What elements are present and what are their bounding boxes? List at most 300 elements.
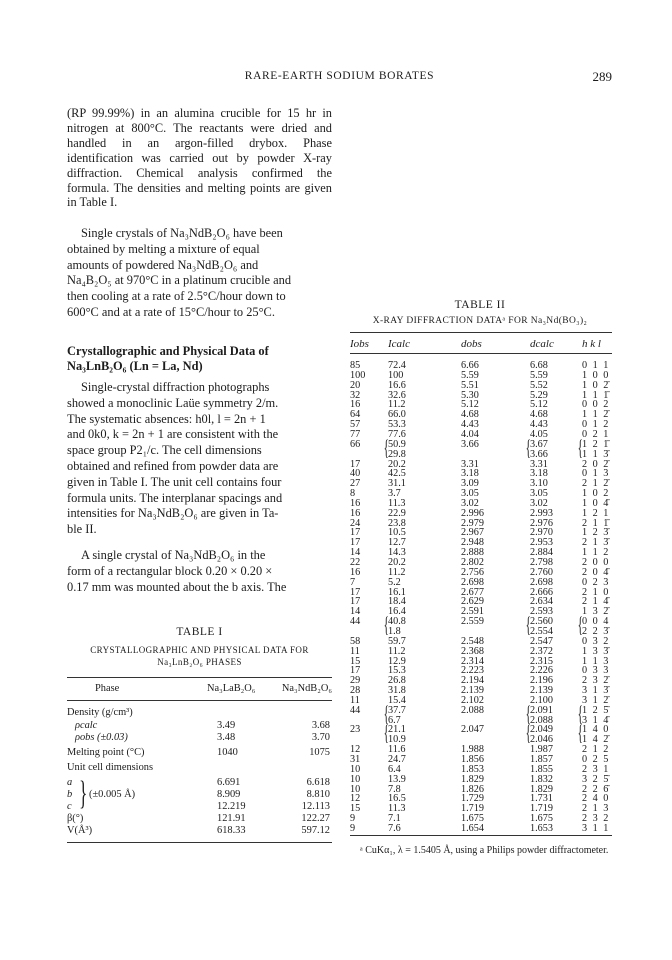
- running-head: RARE-EARTH SODIUM BORATES: [244, 70, 435, 82]
- table1-row: [67, 813, 332, 825]
- table2-cell: 2.560: [530, 616, 553, 628]
- table2-cell: 57: [350, 419, 361, 431]
- table2-cell: 5.2: [388, 576, 401, 588]
- table2-cell: 5.59: [530, 369, 548, 381]
- table2-cell: 3.05: [530, 488, 548, 500]
- table2-cell: 2.548: [461, 635, 484, 647]
- table2-cell: 0 0 2: [582, 399, 610, 411]
- table1-row: [67, 747, 332, 759]
- table2-cell: 5.52: [530, 379, 548, 391]
- table2-cell: 2.953: [530, 537, 553, 549]
- table2-cell: 2.970: [530, 527, 553, 539]
- paragraph-crystallographic-line: Single-crystal diffraction photographs: [81, 380, 270, 394]
- table2-cell: 2 2 6̄: [582, 783, 610, 795]
- table2-cell: 5.12: [530, 399, 548, 411]
- table2-cell: 2 2 3̄: [582, 625, 610, 637]
- table2-cell: 4.68: [530, 409, 548, 421]
- table2-cell: 2.888: [461, 547, 484, 559]
- table2-cell: 14: [350, 547, 361, 559]
- table2-cell: 1.675: [461, 813, 484, 825]
- table2-cell: 2 0 4̄: [582, 566, 610, 578]
- table1-row: [67, 801, 332, 813]
- table2-cell: 1.675: [530, 813, 553, 825]
- table2-cell: 0 2 5: [582, 754, 610, 765]
- table2-icalc-brace: {: [383, 434, 389, 460]
- paragraph-crystal-mount-line: A single crystal of Na₃NdB₂O₆ in the: [81, 548, 266, 562]
- table2-cell: 1 1 3: [582, 655, 610, 667]
- table2-cell: 5.30: [461, 389, 479, 401]
- table1-row: [67, 762, 332, 774]
- table2-cell: 17: [350, 586, 361, 598]
- table1-row-label: ρobs (±0.03): [75, 732, 128, 743]
- paragraph-crystallographic-line: The systematic absences: h0l, l = 2n + 1: [67, 411, 266, 426]
- table2-cell: 2 1 4̄: [582, 596, 610, 608]
- table2-cell: 3 1 3̄: [582, 685, 610, 697]
- table2-cell: 6.68: [530, 360, 548, 371]
- table2-cell: 3.02: [461, 497, 479, 509]
- table2-cell: 3.02: [530, 497, 548, 509]
- table2-cell: 1.857: [530, 754, 553, 765]
- table2-cell: 11.2: [388, 645, 406, 657]
- table2-cell: 17: [350, 458, 361, 470]
- table1-cell-la: 12.219: [217, 801, 246, 812]
- paragraph-single-crystals-line: amounts of powdered Na₃NdB₂O₆ and: [67, 257, 259, 272]
- table2-dcalc-brace: {: [525, 720, 531, 746]
- table1-caption-line1: CRYSTALLOGRAPHIC AND PHYSICAL DATA FOR: [90, 645, 309, 655]
- paragraph-single-crystals-line: then cooling at a rate of 2.5°C/hour down to: [67, 289, 286, 304]
- table2-cell: 16.4: [388, 606, 406, 618]
- table2-cell: 1.855: [530, 763, 553, 775]
- left-column: [67, 106, 332, 210]
- table2-cell: 3.66: [530, 448, 548, 460]
- table2-cell: 2.372: [530, 645, 553, 657]
- table1-row-label: V(Å³): [67, 825, 93, 836]
- paragraph-crystallographic-line: formula units. The interplanar spacings and: [67, 490, 283, 505]
- table2-cell: 2.698: [530, 576, 553, 588]
- table2-cell: 21.1: [388, 724, 406, 736]
- table2-cell: 1.719: [530, 803, 553, 815]
- table2-cell: 1 0 0: [582, 369, 610, 381]
- table2-cell: 64: [350, 409, 361, 421]
- table2-cell: 23: [350, 724, 361, 736]
- table1-cell-nd: 1075: [309, 747, 330, 758]
- table2-cell: 5.59: [461, 369, 479, 381]
- table2-cell: 2.559: [461, 616, 484, 628]
- table2-cell: 66: [350, 438, 361, 450]
- table1-row-label: Melting point (°C): [67, 747, 145, 758]
- table2-cell: 0 2 1: [582, 428, 610, 440]
- table2-cell: 1 1 2̄: [582, 409, 610, 421]
- table1-cell-nd: 3.70: [311, 732, 330, 743]
- table1-caption-line2: Na₃LnB₂O₆ PHASES: [157, 657, 242, 667]
- table2-cell: 85: [350, 360, 361, 371]
- table2-cell: 10.9: [388, 734, 406, 746]
- table2-cell: 2 3 2̄: [582, 675, 610, 687]
- table2-hkl-brace: {: [577, 700, 583, 726]
- table2-cell: 2.088: [530, 714, 553, 726]
- table2-cell: 2.554: [530, 625, 553, 637]
- table2-cell: 11.3: [388, 803, 406, 815]
- table2-cell: 12.9: [388, 655, 406, 667]
- table2-cell: 15: [350, 803, 361, 815]
- table2-cell: 11.3: [388, 497, 406, 509]
- table2-cell: 11: [350, 694, 360, 706]
- table2-cell: 20: [350, 379, 361, 391]
- table2-cell: 2.591: [461, 606, 484, 618]
- table2-cell: 77.6: [388, 428, 406, 440]
- table2-cell: 13.9: [388, 773, 406, 785]
- table2-cell: 1.654: [461, 822, 484, 834]
- table2-cell: 3 1 1: [582, 822, 610, 834]
- table2-cell: 16: [350, 566, 361, 578]
- section-title-line: Na₃LnB₂O₆ (Ln = La, Nd): [67, 359, 203, 373]
- table1-cell-nd: 122.27: [301, 813, 330, 824]
- table2-cell: 14: [350, 606, 361, 618]
- table2-cell: 7.6: [388, 822, 401, 834]
- table2-dcalc-brace: {: [525, 612, 531, 638]
- table2-cell: 2 4 0: [582, 793, 610, 805]
- table2-cell: 11.6: [388, 744, 406, 756]
- table1-cell-nd: 6.618: [306, 777, 330, 788]
- table2-cell: 0 3 3: [582, 665, 610, 677]
- table1-cell-la: 3.48: [217, 732, 236, 743]
- table2-cell: 12: [350, 793, 361, 805]
- table2-cell: 59.7: [388, 635, 406, 647]
- table2-cell: 1.829: [530, 783, 553, 795]
- table2-cell: 23.8: [388, 517, 406, 529]
- table2-cell: 17: [350, 527, 361, 539]
- table2-icalc-brace: {: [383, 720, 389, 746]
- page-header: [67, 70, 612, 88]
- table2-cell: 7.1: [388, 813, 401, 825]
- table2-cell: 1 0 2: [582, 488, 610, 500]
- table2-cell: 40: [350, 468, 361, 480]
- table2-header-dcalc: dcalc: [530, 338, 554, 350]
- table1-cell-la: 3.49: [217, 720, 236, 731]
- table2-cell: 1 2 3̄: [582, 527, 610, 539]
- table2-cell: 1.731: [530, 793, 553, 805]
- table2-cell: 0 2 3: [582, 576, 610, 588]
- table2-cell: 2.666: [530, 586, 553, 598]
- table2-cell: 1.832: [530, 773, 553, 785]
- table2-cell: 2 1 2̄: [582, 478, 610, 490]
- table1-header-la: Na₃LaB₂O₆: [207, 683, 256, 694]
- table2-cell: 2.677: [461, 586, 484, 598]
- paragraph-single-crystals-line: obtained by melting a mixture of equal: [67, 241, 260, 256]
- section-title-line: Crystallographic and Physical Data of: [67, 344, 269, 358]
- table2-cell: 1.653: [530, 822, 553, 834]
- table2-cell: 2.634: [530, 596, 553, 608]
- table1-cell-la: 8.909: [217, 789, 241, 800]
- table2-cell: 17: [350, 665, 361, 677]
- table2-cell: 2 1 0: [582, 586, 610, 598]
- table2-cell: 0 1 2: [582, 419, 610, 431]
- table2-cell: 16.5: [388, 793, 406, 805]
- paragraph-single-crystals-line: Na₄B₂O₅ at 970°C in a platinum crucible and: [67, 273, 292, 288]
- table2-header-rule: [350, 353, 612, 354]
- table2-cell: 2.091: [530, 704, 553, 716]
- table2-cell: 1 4 2̄: [582, 734, 610, 746]
- table2-cell: 44: [350, 616, 361, 628]
- table1-cell-nd: 3.68: [311, 720, 330, 731]
- table2-cell: 2.967: [461, 527, 484, 539]
- table2-cell: 3.10: [530, 478, 548, 490]
- table2-cell: 9: [350, 822, 356, 834]
- table2-cell: 3 2 5̄: [582, 773, 610, 785]
- table1-top-rule: [67, 677, 332, 678]
- table2-cell: 11: [350, 645, 360, 657]
- table1-caption: [67, 626, 332, 668]
- paragraph-crystallographic-line: intensities for Na₃NdB₂O₆ are given in Ta-: [67, 506, 279, 521]
- table2-cell: 2.798: [530, 557, 553, 568]
- table2-cell: 20.2: [388, 557, 406, 568]
- table1-cell-nd: 12.113: [301, 801, 330, 812]
- table2-cell: 5.29: [530, 389, 548, 401]
- table2-cell: 9: [350, 813, 356, 825]
- table2-cell: 53.3: [388, 419, 406, 431]
- table2-cell: 22: [350, 557, 361, 568]
- table1-title: TABLE I: [176, 626, 223, 638]
- table1-header-rule: [67, 700, 332, 701]
- table2-cell: 1.729: [461, 793, 484, 805]
- table2-cell: 32: [350, 389, 361, 401]
- table2-cell: 2 3 1: [582, 763, 610, 775]
- table2-cell: 2.223: [461, 665, 484, 677]
- table2-cell: 2.979: [461, 517, 484, 529]
- table2-cell: 29.8: [388, 448, 406, 460]
- table2-cell: 0 1 1: [582, 360, 610, 371]
- table2-bottom-rule: [350, 835, 612, 836]
- paragraph-crystal-mount: [67, 548, 332, 595]
- table2-cell: 2.049: [530, 724, 553, 736]
- table1-row-label: ρcalc: [75, 720, 98, 731]
- table2-cell: 4.43: [530, 419, 548, 431]
- table2-cell: 17: [350, 537, 361, 549]
- table2-cell: 16.6: [388, 379, 406, 391]
- table2-hkl-brace: {: [577, 612, 583, 638]
- table2-cell: 3.7: [388, 488, 401, 500]
- table2-cell: 3.18: [461, 468, 479, 480]
- table2-cell: 42.5: [388, 468, 406, 480]
- table2-cell: 11.2: [388, 566, 406, 578]
- table2-cell: 1.826: [461, 783, 484, 795]
- table2-title: TABLE II: [454, 299, 506, 311]
- table2-cell: 27: [350, 478, 361, 490]
- table2-cell: 10: [350, 773, 361, 785]
- table1-row-label: a: [67, 777, 73, 788]
- table2-cell: 2.948: [461, 537, 484, 549]
- table1-row-label: c: [67, 801, 72, 812]
- table2-cell: 32.6: [388, 389, 406, 401]
- table2-cell: 1 2 5̄: [582, 704, 610, 716]
- table2-cell: 1 2 1: [582, 507, 610, 519]
- table2-cell: 22.9: [388, 507, 406, 519]
- table2-cell: 2 3 2: [582, 813, 610, 825]
- table2-cell: 4.05: [530, 428, 548, 440]
- table2-cell: 1.719: [461, 803, 484, 815]
- table2-cell: 1 3 3̄: [582, 645, 610, 657]
- table2-cell: 2 0 2̄: [582, 458, 610, 470]
- table2-cell: 12.7: [388, 537, 406, 549]
- table2-cell: 2.314: [461, 655, 484, 667]
- table2-header-hkl: h k l: [582, 338, 601, 350]
- table2-cell: 3 1 2̄: [582, 694, 610, 706]
- table2-cell: 3.31: [530, 458, 548, 470]
- table2-cell: 72.4: [388, 360, 406, 371]
- paragraph-crystallographic-line: showed a monoclinic Laüe symmetry 2/m.: [67, 395, 279, 410]
- table2-cell: 1.8: [388, 625, 401, 637]
- table2-cell: 40.8: [388, 616, 406, 628]
- paragraph-crystallographic-line: and 0k0, k = 2n + 1 are consistent with the: [67, 427, 279, 442]
- table2-cell: 0 1 3: [582, 468, 610, 480]
- page-number: 289: [592, 69, 612, 84]
- table2-cell: 28: [350, 685, 361, 697]
- table2-cell: 58: [350, 635, 361, 647]
- table1-row: [67, 720, 332, 732]
- table2-row: [350, 823, 612, 834]
- table2-cell: 3.09: [461, 478, 479, 490]
- table2-dcalc-brace: {: [525, 700, 531, 726]
- table2-cell: 1 1 1̄: [582, 389, 610, 401]
- table2-cell: 18.4: [388, 596, 406, 608]
- table2-cell: 16: [350, 497, 361, 509]
- table2-top-rule: [350, 332, 612, 333]
- table2-cell: 2.100: [530, 694, 553, 706]
- table2-cell: 1 1 2: [582, 547, 610, 559]
- table2-cell: 14.3: [388, 547, 406, 559]
- table1-cell-la: 121.91: [217, 813, 246, 824]
- table2-cell: 31.8: [388, 685, 406, 697]
- table2-cell: 31: [350, 754, 361, 765]
- table2-caption: X-RAY DIFFRACTION DATAᵃ FOR Na₃Nd(BO₃)₂: [372, 316, 588, 326]
- table2-cell: 12: [350, 744, 361, 756]
- table2-cell: 2 0 0: [582, 557, 610, 568]
- table2-icalc-brace: {: [383, 700, 389, 726]
- table2-header-dobs: dobs: [461, 338, 482, 350]
- table2-cell: 5.51: [461, 379, 479, 391]
- table2-cell: 2.996: [461, 507, 484, 519]
- table2-cell: 2.046: [530, 734, 553, 746]
- table1-cell-la: 618.33: [217, 825, 246, 836]
- table2-cell: 15: [350, 655, 361, 667]
- table2-cell: 3.18: [530, 468, 548, 480]
- table1-header-phase: Phase: [95, 683, 120, 694]
- section-title: [67, 344, 332, 374]
- table2-cell: 1 3 2̄: [582, 606, 610, 618]
- table2-cell: 0 3 2: [582, 635, 610, 647]
- table2-cell: 5.12: [461, 399, 479, 411]
- table2-cell: 2.226: [530, 665, 553, 677]
- table2-cell: 1 2 1̄: [582, 438, 610, 450]
- table2-cell: 1 1 3̄: [582, 448, 610, 460]
- table2-cell: 3.67: [530, 438, 548, 450]
- table2-cell: 2.102: [461, 694, 484, 706]
- table2-cell: 100: [388, 369, 404, 381]
- paragraph-intro: (RP 99.99%) in an alumina crucible for 15 hr in nitrogen at 800°C. The reactants were dried and handled in an argon-filled drybox. Phase identification was carried out by powder X-ray diffraction. Chemical analysis confirmed the formula. The densities and melting points are given in Table I.: [67, 106, 332, 210]
- paragraph-crystallographic-line: obtained and refined from powder data are: [67, 458, 279, 473]
- table2-cell: 8: [350, 488, 356, 500]
- table2-cell: 2.884: [530, 547, 553, 559]
- table1-row-label: b: [67, 789, 73, 800]
- table1-abc-brace: }: [79, 775, 88, 812]
- table2-cell: 15.3: [388, 665, 406, 677]
- table2-cell: 2.756: [461, 566, 484, 578]
- table2-cell: 1.853: [461, 763, 484, 775]
- table1-row: [67, 732, 332, 744]
- table2-cell: 2.047: [461, 724, 484, 736]
- table2-cell: 44: [350, 704, 361, 716]
- table2-cell: 16: [350, 507, 361, 519]
- table2-cell: 2.139: [461, 685, 484, 697]
- table2-cell: 31.1: [388, 478, 406, 490]
- table2-header-icalc: Icalc: [388, 338, 410, 350]
- table2-cell: 15.4: [388, 694, 406, 706]
- table2-cell: 2.629: [461, 596, 484, 608]
- paragraph-single-crystals-line: 600°C and at a rate of 15°C/hour to 25°C.: [67, 304, 275, 319]
- table2-cell: 7: [350, 576, 356, 588]
- table2-cell: 0 0 4: [582, 616, 610, 628]
- table2-cell: 2.368: [461, 645, 484, 657]
- table2-cell: 6.4: [388, 763, 401, 775]
- table2-cell: 11.2: [388, 399, 406, 411]
- table1-cell-la: 6.691: [217, 777, 241, 788]
- table2-cell: 10: [350, 763, 361, 775]
- table2-cell: 1.856: [461, 754, 484, 765]
- table2-cell: 2.139: [530, 685, 553, 697]
- table2-cell: 2 1 3: [582, 803, 610, 815]
- table1-row-label: Unit cell dimensions: [67, 762, 154, 773]
- table2-cell: 2.196: [530, 675, 553, 687]
- table2-cell: 2.593: [530, 606, 553, 618]
- table2-cell: 2.315: [530, 655, 553, 667]
- paragraph-crystallographic-line: space group P2₁/c. The cell dimensions: [67, 443, 262, 458]
- table2-cell: 10.5: [388, 527, 406, 539]
- table2-icalc-brace: {: [383, 612, 389, 638]
- paragraph-crystallographic: [67, 380, 332, 538]
- table2-cell: 2.760: [530, 566, 553, 578]
- table2-cell: 2 1 1̄: [582, 517, 610, 529]
- table2-cell: 4.43: [461, 419, 479, 431]
- table1-row: [67, 707, 332, 719]
- table1-row-label: β(°): [67, 813, 84, 824]
- paragraph-crystallographic-line: given in Table I. The unit cell contains four: [67, 474, 282, 489]
- table2-cell: 2.088: [461, 704, 484, 716]
- table2-header-iobs: Iobs: [350, 338, 369, 350]
- table2-footnote: ᵃ CuKα₁, λ = 1.5405 Å, using a Philips powder diffractometer.: [360, 845, 609, 856]
- table2-cell: 26.8: [388, 675, 406, 687]
- table1-bottom-rule: [67, 842, 332, 843]
- paragraph-crystal-mount-line: 0.17 mm was mounted about the b axis. The: [67, 579, 287, 594]
- table1-abc-note: (±0.005 Å): [89, 789, 136, 800]
- table2-cell: 24: [350, 517, 361, 529]
- table2-cell: 1 4 0: [582, 724, 610, 736]
- table2-cell: 37.7: [388, 704, 406, 716]
- table1-row: [67, 777, 332, 789]
- table2-cell: 16: [350, 399, 361, 411]
- table2-dcalc-brace: {: [525, 434, 531, 460]
- table2-cell: 2 1 2: [582, 744, 610, 756]
- table2-cell: 3.31: [461, 458, 479, 470]
- table2-cell: 2 1 3̄: [582, 537, 610, 549]
- table2-cell: 2.802: [461, 557, 484, 568]
- table2-cell: 66.0: [388, 409, 406, 421]
- table1-header-nd: Na₃NdB₂O₆: [281, 683, 332, 694]
- table2-cell: 3.05: [461, 488, 479, 500]
- table2-cell: 1.829: [461, 773, 484, 785]
- table2-cell: 1 0 2̄: [582, 379, 610, 391]
- table2-cell: 1 0 4̄: [582, 497, 610, 509]
- table1-cell-nd: 8.810: [306, 789, 330, 800]
